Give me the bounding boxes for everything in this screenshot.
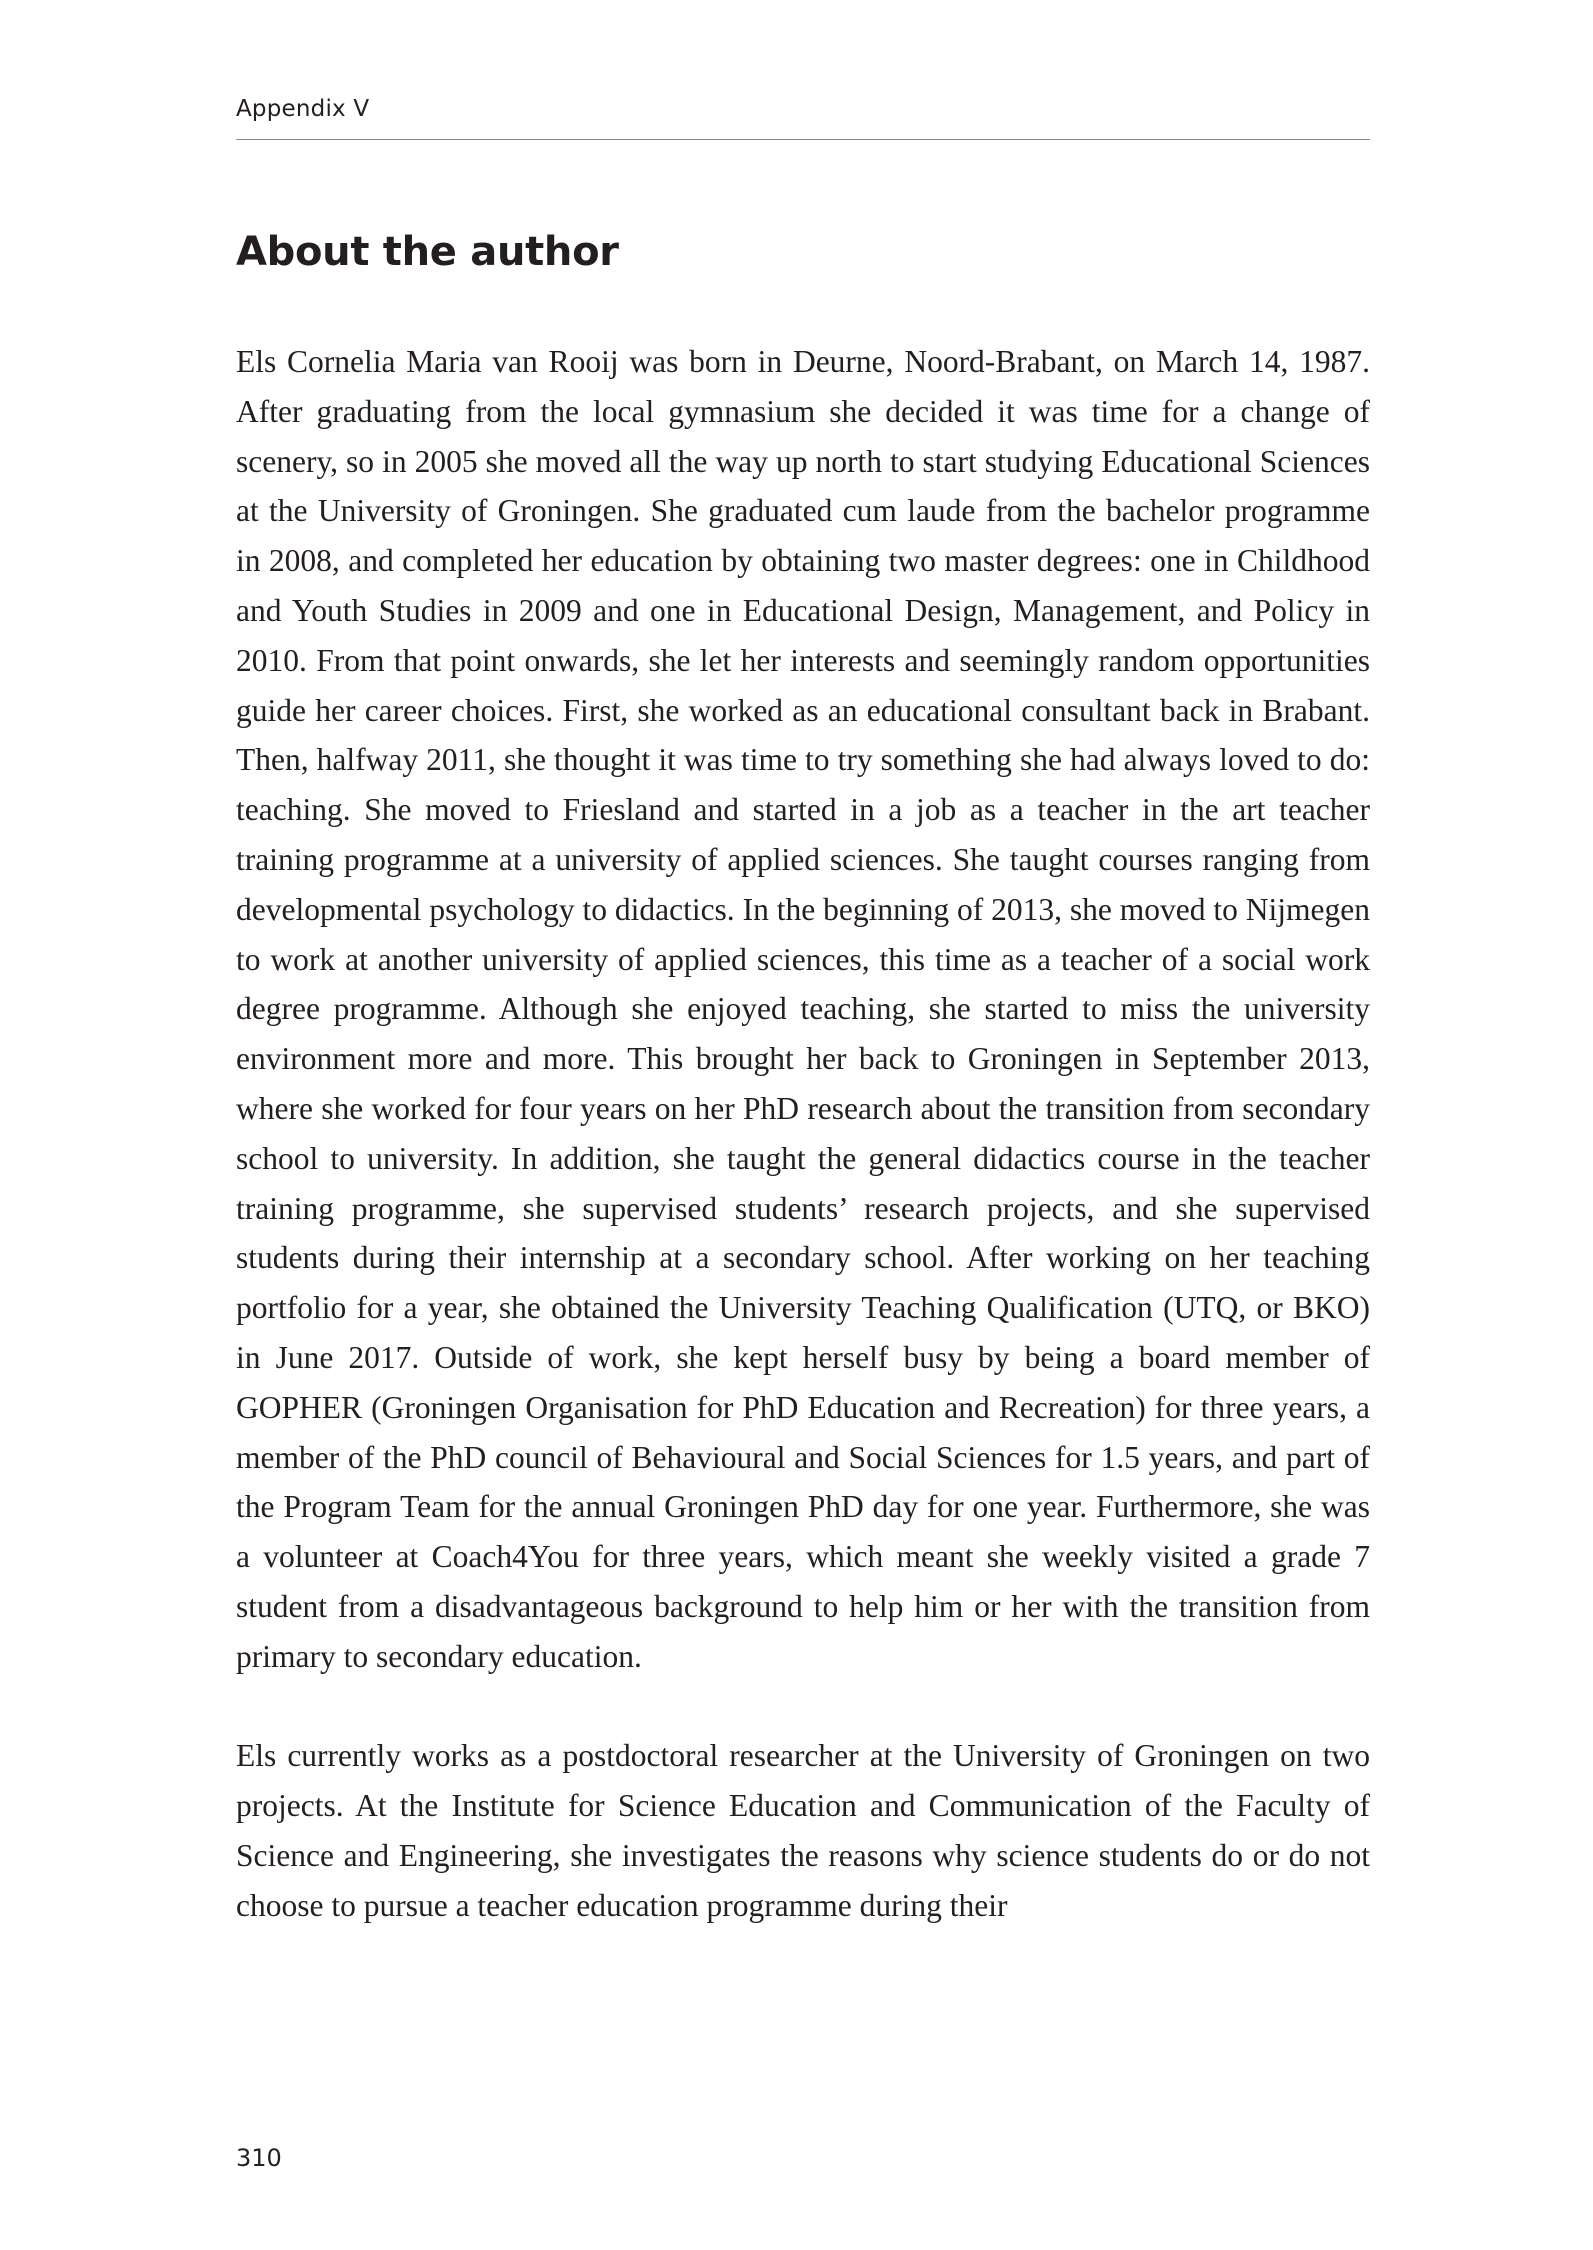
page-number: 310 xyxy=(236,2144,282,2172)
running-header-title: Appendix V xyxy=(236,96,370,122)
document-page xyxy=(236,0,1370,2250)
body-paragraph-1: Els Cornelia Maria van Rooij was born in Deurne, Noord-Brabant, on March 14, 1987. After graduating from the local gymnasium she decided it was time for a change of scenery, so in 2005 she moved all the way up north to start studying Educational Sciences at the University of Groningen. She graduated cum laude from the bachelor programme in 2008, and completed her education by obtaining two master degrees: one in Childhood and Youth Studies in 2009 and one in Educational Design, Management, and Policy in 2010. From that point onwards, she let her interests and seemingly random opportunities guide her career choices. First, she worked as an educational consultant back in Brabant. Then, halfway 2011, she thought it was time to try something she had always loved to do: teaching. She moved to Friesland and started in a job as a teacher in the art teacher training programme at a university of applied sciences. She taught courses ranging from developmental psychology to didactics. In the beginning of 2013, she moved to Nijmegen to work at another university of applied sciences, this time as a teacher of a social work degree programme. Although she enjoyed teaching, she started to miss the university environment more and more. This brought her back to Groningen in September 2013, where she worked for four years on her PhD research about the transition from secondary school to university. In addition, she taught the general didactics course in the teacher training programme, she supervised students’ research projects, and she supervised students during their internship at a secondary school. After working on her teaching portfolio for a year, she obtained the University Teaching Qualification (UTQ, or BKO) in June 2017. Outside of work, she kept herself busy by being a board member of GOPHER (Groningen Organisation for PhD Education and Recreation) for three years, a member of the PhD council of Behavioural and Social Sciences for 1.5 years, and part of the Program Team for the annual Groningen PhD day for one year. Furthermore, she was a volunteer at Coach4You for three years, which meant she weekly visited a grade 7 student from a disadvantageous background to help him or her with the transition from primary to secondary education. xyxy=(236,344,1370,1674)
section-title: About the author xyxy=(236,229,619,275)
running-header xyxy=(236,94,1370,140)
body-text xyxy=(236,337,1370,1931)
body-paragraph-2: Els currently works as a postdoctoral researcher at the University of Groningen on two projects. At the Institute for Science Education and Communication of the Faculty of Science and Engineering, she investigates the reasons why science students do or do not choose to pursue a teacher education programme during their xyxy=(236,1738,1370,1923)
